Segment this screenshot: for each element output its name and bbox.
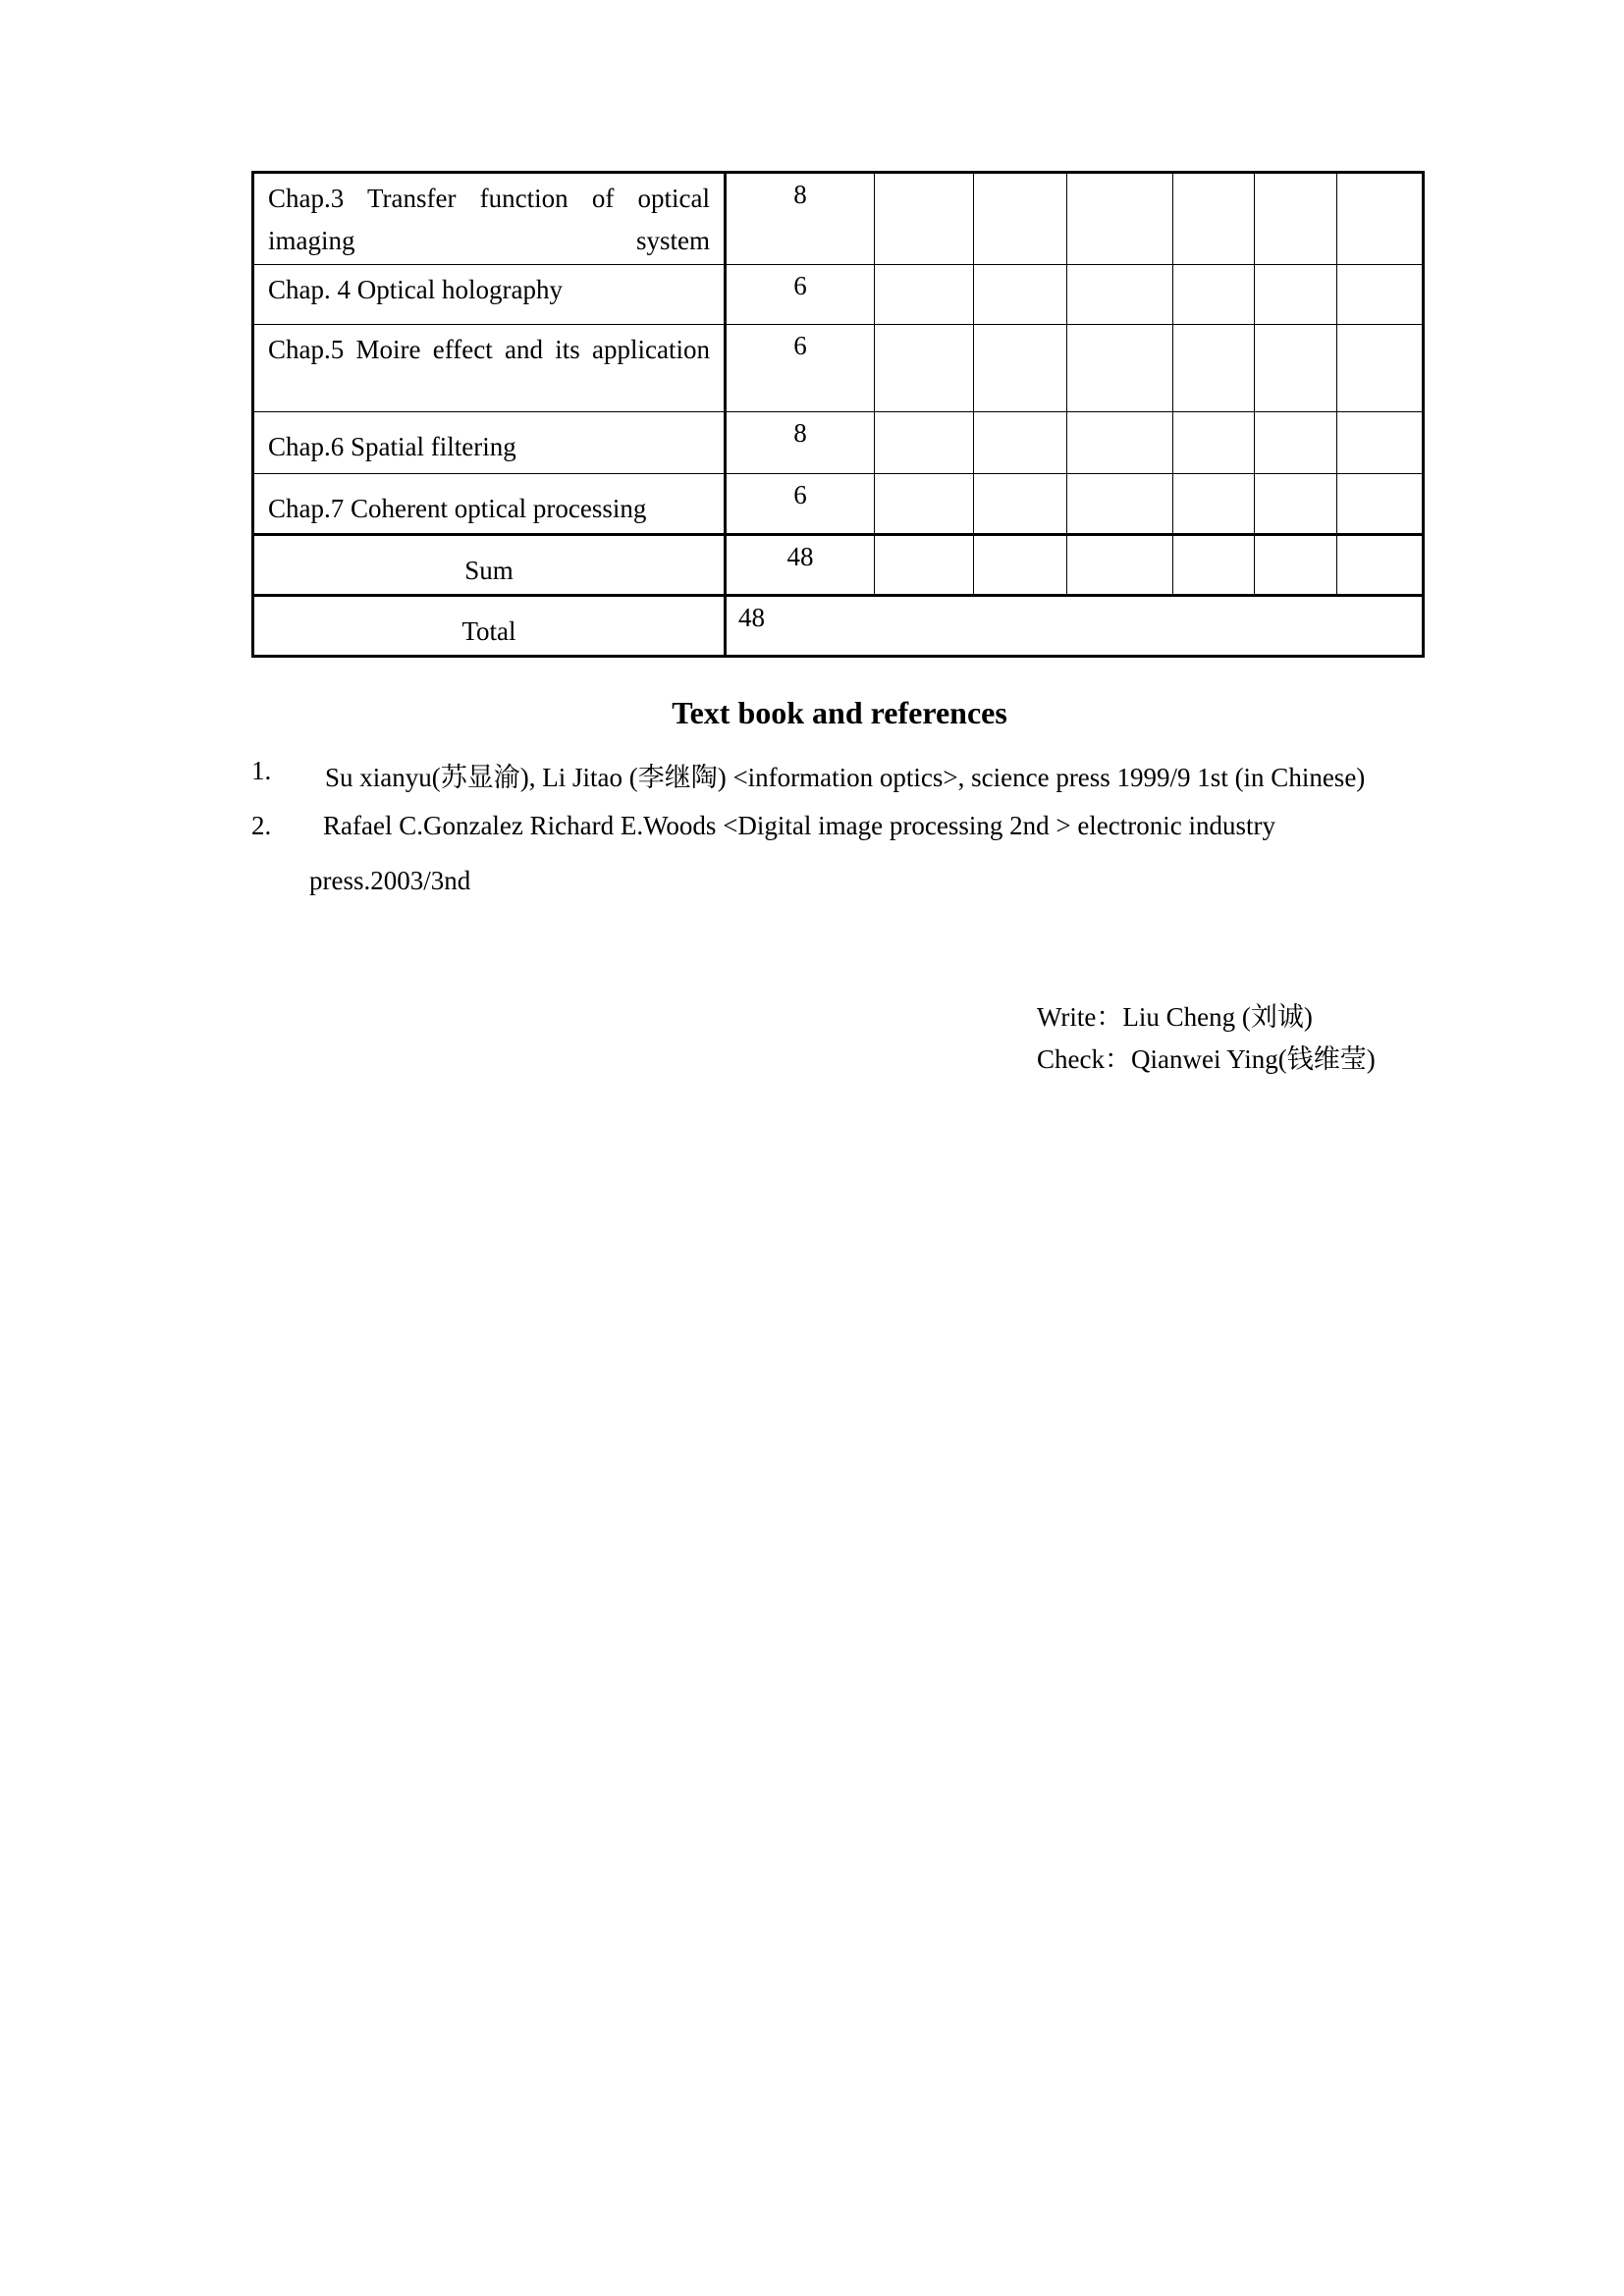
reference-item: Rafael C.Gonzalez Richard E.Woods <Digital image processing 2nd > electronic industry [323, 811, 1276, 840]
checker-credit: Check：Qianwei Ying(钱维莹) [1037, 1044, 1376, 1074]
sum-row [253, 535, 1424, 596]
chapter-cell: Chap. 4 Optical holography [253, 265, 726, 325]
hours-cell: 8 [726, 173, 875, 265]
reference-item-continuation: press.2003/3nd [309, 866, 471, 895]
sum-label: Sum [253, 535, 726, 596]
chapter-cell: Chap.5 Moire effect and its application [253, 325, 726, 412]
course-hours-table [251, 171, 1425, 658]
table-row [253, 474, 1424, 535]
chapter-cell: Chap.3 Transfer function of optical imaging system [253, 173, 726, 265]
table-row [253, 412, 1424, 474]
table-row [253, 173, 1424, 265]
chapter-cell: Chap.6 Spatial filtering [253, 412, 726, 474]
chapter-cell: Chap.7 Coherent optical processing [253, 474, 726, 535]
total-row [253, 596, 1424, 657]
hours-cell: 6 [726, 325, 875, 412]
table-row [253, 265, 1424, 325]
hours-cell: 6 [726, 474, 875, 535]
hours-cell: 6 [726, 265, 875, 325]
reference-number: 2. [251, 811, 272, 840]
total-label: Total [253, 596, 726, 657]
sum-value: 48 [726, 535, 875, 596]
reference-number: 1. [251, 756, 272, 785]
hours-cell: 8 [726, 412, 875, 474]
reference-item: Su xianyu(苏显渝), Li Jitao (李继陶) <information optics>, science press 1999/9 1st (in Chinese) [325, 763, 1366, 792]
writer-credit: Write：Liu Cheng (刘诚) [1037, 1002, 1313, 1032]
total-value: 48 [726, 596, 1424, 657]
references-title: Text book and references [672, 695, 1007, 730]
table-row [253, 325, 1424, 412]
